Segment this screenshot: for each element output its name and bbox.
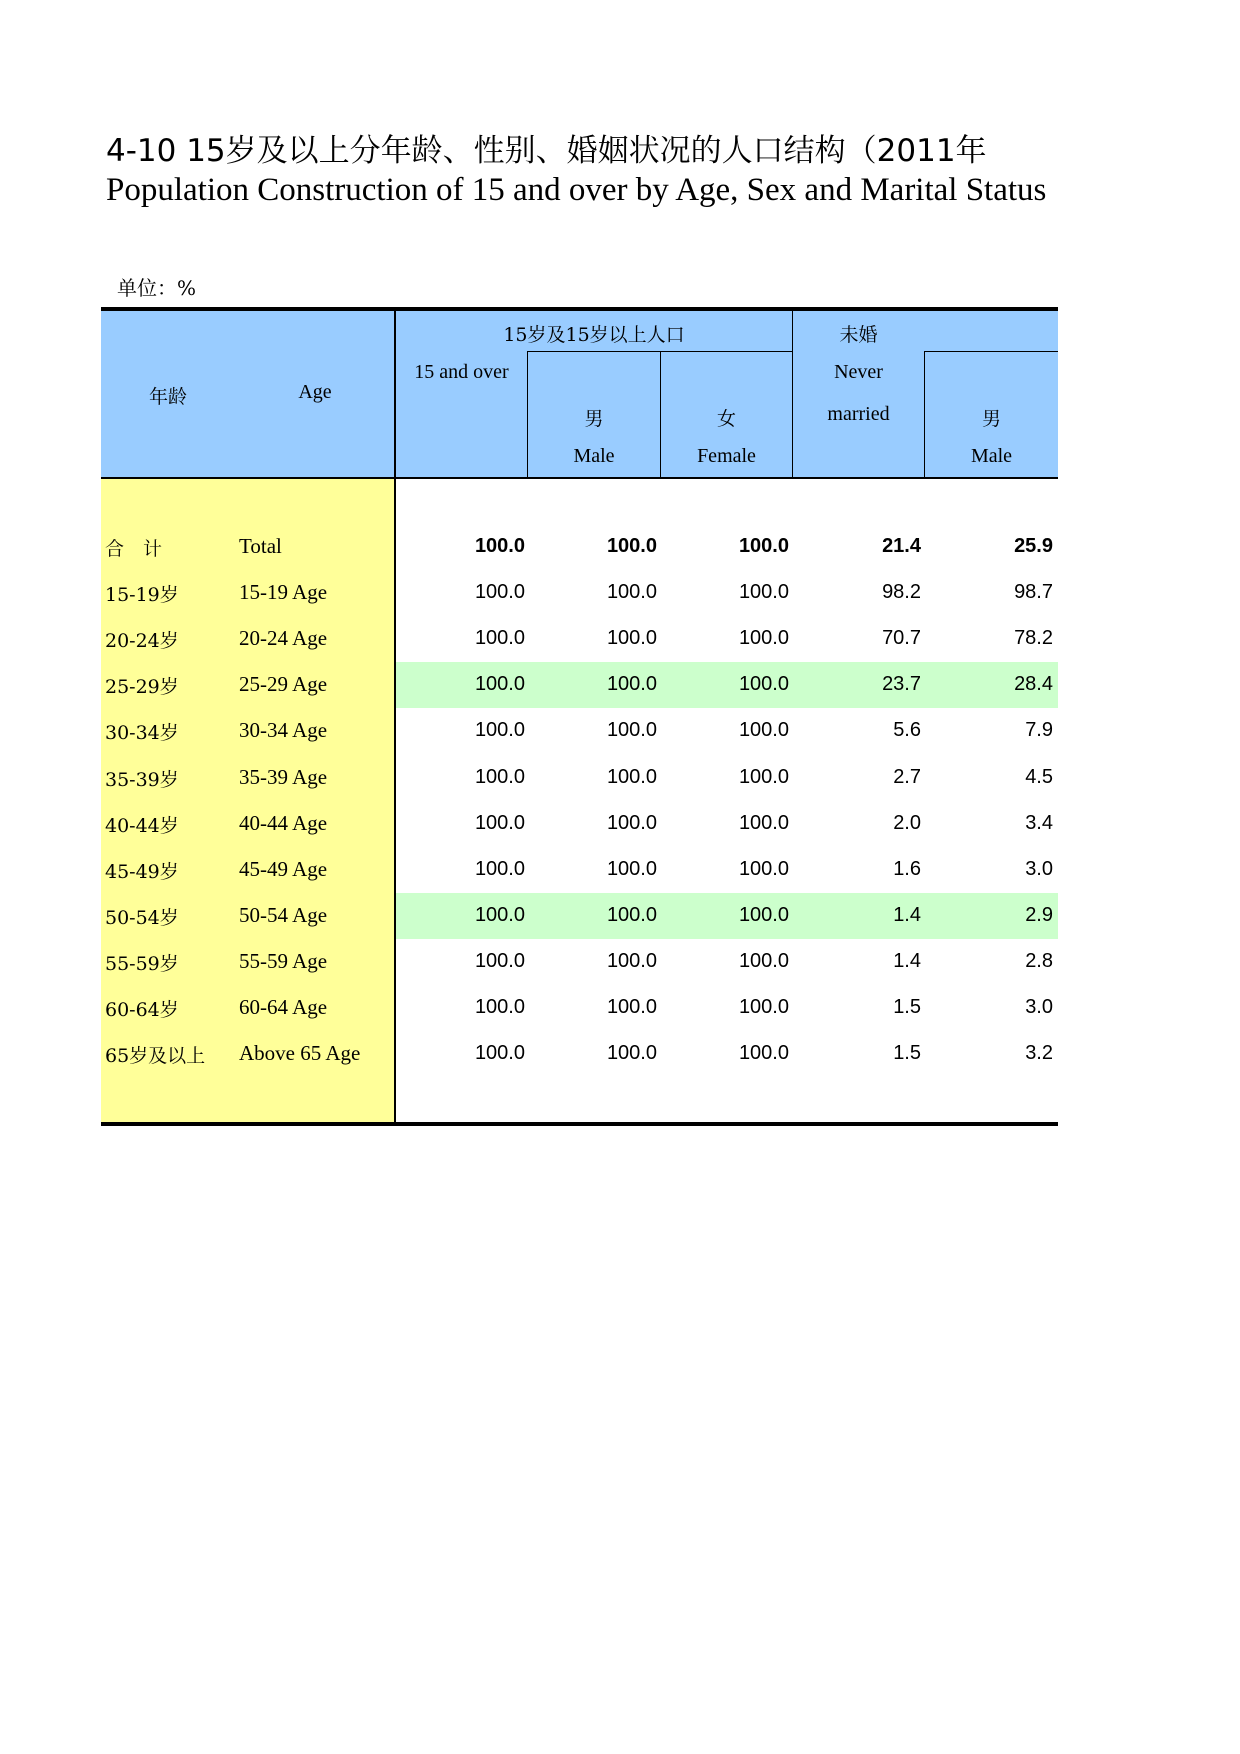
table-title-en: Population Construction of 15 and over by Age, Sex and Marital Status xyxy=(106,172,1047,208)
top-rule xyxy=(101,307,1058,311)
row-age-en: 30-34 Age xyxy=(239,718,328,742)
header-subrule xyxy=(527,351,792,352)
cell-value: 3.4 xyxy=(1025,812,1053,834)
cell-value: 7.9 xyxy=(1025,719,1053,741)
row-age-en: Total xyxy=(239,534,282,558)
cell-value: 2.8 xyxy=(1025,950,1053,972)
cell-value: 70.7 xyxy=(882,627,921,649)
header-age-en: Age xyxy=(298,381,332,403)
cell-value: 100.0 xyxy=(474,950,525,972)
row-age-en: 50-54 Age xyxy=(239,903,328,927)
table-row xyxy=(101,1031,1058,1077)
cell-value: 100.0 xyxy=(606,1042,657,1064)
row-age-en: 15-19 Age xyxy=(239,580,328,604)
row-age-cn: 25-29岁 xyxy=(105,676,179,698)
cell-value: 3.2 xyxy=(1025,1042,1053,1064)
cell-value: 100.0 xyxy=(474,858,525,880)
table-row xyxy=(101,847,1058,893)
header-male2-cn: 男 xyxy=(981,408,1001,430)
cell-value: 2.7 xyxy=(893,766,921,788)
cell-value: 100.0 xyxy=(738,766,789,788)
cell-value: 100.0 xyxy=(738,627,789,649)
cell-value: 100.0 xyxy=(606,719,657,741)
cell-value: 28.4 xyxy=(1014,673,1053,695)
cell-value: 100.0 xyxy=(738,858,789,880)
row-age-en: 25-29 Age xyxy=(239,672,328,696)
row-age-cn: 15-19岁 xyxy=(105,584,179,606)
cell-value: 23.7 xyxy=(882,673,921,695)
row-age-en: 40-44 Age xyxy=(239,811,328,835)
cell-value: 100.0 xyxy=(474,996,525,1018)
cell-value: 100.0 xyxy=(738,950,789,972)
cell-value: 100.0 xyxy=(474,627,525,649)
cell-value: 100.0 xyxy=(606,812,657,834)
bottom-rule xyxy=(101,1122,1058,1126)
cell-value: 100.0 xyxy=(474,904,525,926)
cell-value: 2.0 xyxy=(893,812,921,834)
cell-value: 78.2 xyxy=(1014,627,1053,649)
cell-value: 100.0 xyxy=(738,673,789,695)
header-group2-cn: 未婚 xyxy=(839,324,878,346)
header-group2-en-line1: Never xyxy=(834,361,883,383)
table-row xyxy=(101,893,1058,939)
row-age-cn: 20-24岁 xyxy=(105,630,179,652)
row-age-en: 60-64 Age xyxy=(239,995,328,1019)
cell-value: 1.6 xyxy=(893,858,921,880)
cell-value: 100.0 xyxy=(474,766,525,788)
cell-value: 5.6 xyxy=(893,719,921,741)
row-age-cn: 60-64岁 xyxy=(105,999,179,1021)
row-age-cn: 30-34岁 xyxy=(105,722,179,744)
row-age-en: 20-24 Age xyxy=(239,626,328,650)
cell-value: 3.0 xyxy=(1025,858,1053,880)
cell-value: 100.0 xyxy=(606,996,657,1018)
cell-value: 100.0 xyxy=(738,535,789,557)
table-row xyxy=(101,939,1058,985)
header-male-cn: 男 xyxy=(584,408,604,430)
cell-value: 100.0 xyxy=(738,812,789,834)
unit-label: 单位：% xyxy=(117,276,197,300)
cell-value: 100.0 xyxy=(606,904,657,926)
cell-value: 100.0 xyxy=(738,996,789,1018)
cell-value: 100.0 xyxy=(474,535,525,557)
header-male-en: Male xyxy=(573,445,615,467)
cell-value: 25.9 xyxy=(1014,535,1053,557)
table-row xyxy=(101,708,1058,754)
cell-value: 1.5 xyxy=(893,1042,921,1064)
cell-value: 100.0 xyxy=(606,673,657,695)
header-group1-en: 15 and over xyxy=(414,361,509,383)
row-age-en: 35-39 Age xyxy=(239,765,328,789)
header-group2-en-line2: married xyxy=(827,403,890,425)
header-female-en: Female xyxy=(697,445,756,467)
cell-value: 100.0 xyxy=(606,858,657,880)
cell-value: 100.0 xyxy=(474,673,525,695)
header-group1-cn: 15岁及15岁以上人口 xyxy=(503,324,685,346)
cell-value: 2.9 xyxy=(1025,904,1053,926)
cell-value: 21.4 xyxy=(882,535,921,557)
header-age-cn: 年龄 xyxy=(148,386,187,408)
table-row xyxy=(101,662,1058,708)
row-age-cn: 35-39岁 xyxy=(105,769,179,791)
table-row xyxy=(101,801,1058,847)
header-female-cn: 女 xyxy=(716,408,736,430)
cell-value: 100.0 xyxy=(606,950,657,972)
cell-value: 100.0 xyxy=(606,627,657,649)
cell-value: 100.0 xyxy=(606,766,657,788)
header-bottom-rule xyxy=(101,477,1058,479)
table-row xyxy=(101,570,1058,616)
table-row xyxy=(101,616,1058,662)
header-male2-en: Male xyxy=(970,445,1013,467)
cell-value: 100.0 xyxy=(738,719,789,741)
cell-value: 1.4 xyxy=(893,950,921,972)
cell-value: 3.0 xyxy=(1025,996,1053,1018)
cell-value: 4.5 xyxy=(1025,766,1053,788)
table-title-cn: 4-10 15岁及以上分年龄、性别、婚姻状况的人口结构（2011年 xyxy=(106,133,987,169)
cell-value: 1.5 xyxy=(893,996,921,1018)
row-age-cn: 合 计 xyxy=(105,538,163,560)
cell-value: 100.0 xyxy=(738,1042,789,1064)
row-age-en: Above 65 Age xyxy=(239,1041,361,1065)
cell-value: 98.2 xyxy=(882,581,921,603)
row-age-en: 55-59 Age xyxy=(239,949,328,973)
cell-value: 100.0 xyxy=(738,581,789,603)
cell-value: 100.0 xyxy=(474,812,525,834)
row-age-cn: 40-44岁 xyxy=(105,815,179,837)
cell-value: 100.0 xyxy=(606,535,657,557)
row-age-cn: 55-59岁 xyxy=(105,953,179,975)
row-age-cn: 50-54岁 xyxy=(105,907,179,929)
cell-value: 100.0 xyxy=(606,581,657,603)
cell-value: 1.4 xyxy=(893,904,921,926)
cell-value: 100.0 xyxy=(474,581,525,603)
row-age-cn: 45-49岁 xyxy=(105,861,179,883)
cell-value: 100.0 xyxy=(474,719,525,741)
cell-value: 100.0 xyxy=(474,1042,525,1064)
table-row xyxy=(101,524,1058,570)
cell-value: 100.0 xyxy=(738,904,789,926)
row-age-en: 45-49 Age xyxy=(239,857,328,881)
row-age-cn: 65岁及以上 xyxy=(105,1045,206,1067)
header-subrule xyxy=(924,351,1058,352)
table-row xyxy=(101,755,1058,801)
table-row xyxy=(101,985,1058,1031)
cell-value: 98.7 xyxy=(1014,581,1053,603)
